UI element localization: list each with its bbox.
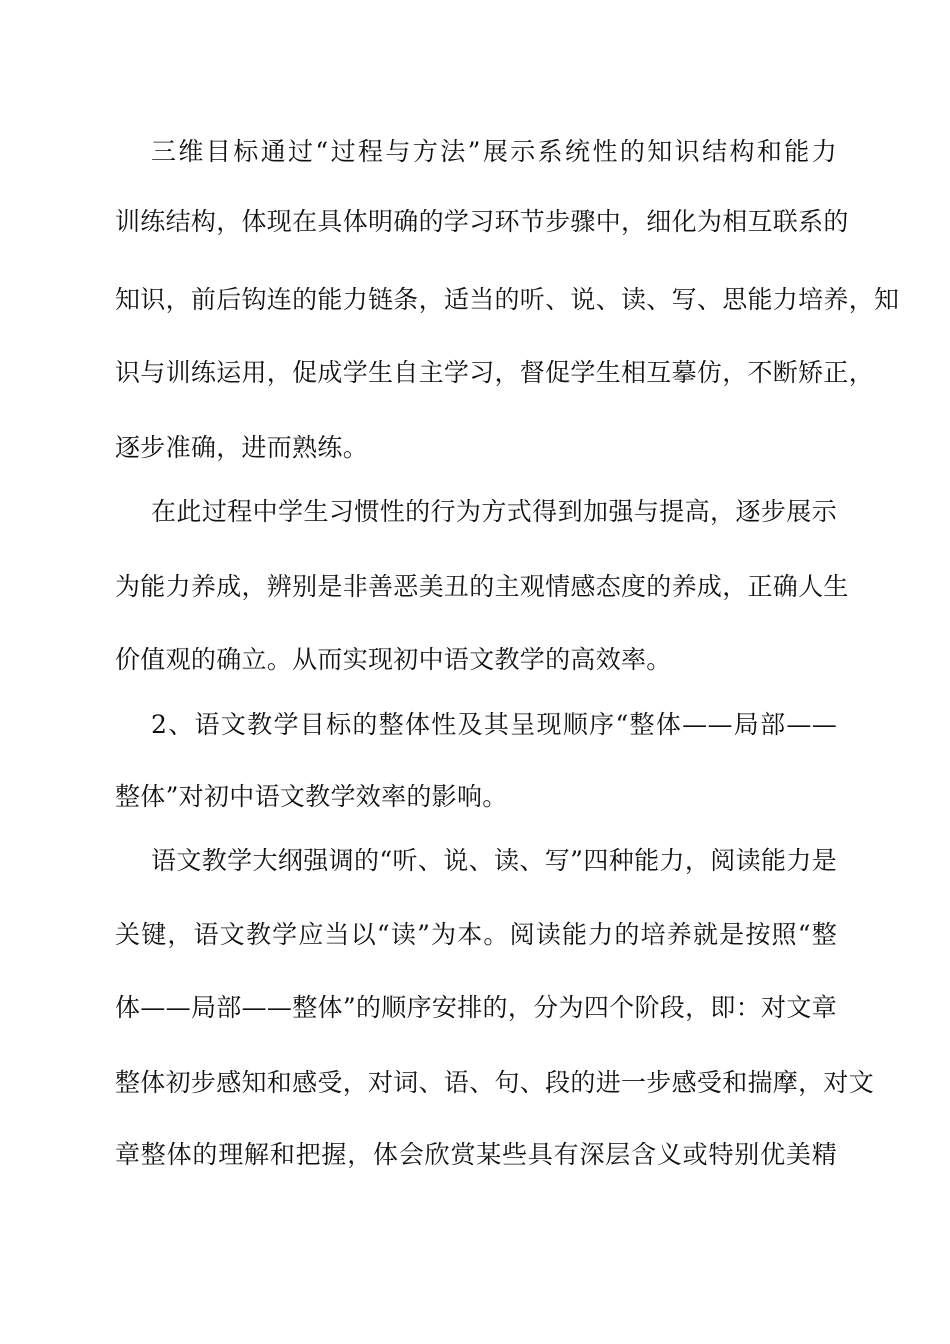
- paragraph-line: 逐步准确，进而熟练。: [115, 433, 369, 462]
- paragraph-line: 2、语文教学目标的整体性及其呈现顺序“整体——局部——: [151, 710, 837, 739]
- paragraph-line: 知识，前后钩连的能力链条，适当的听、说、读、写、思能力培养，知: [115, 285, 900, 314]
- paragraph-line: 语文教学大纲强调的“听、说、读、写”四种能力，阅读能力是: [151, 846, 837, 875]
- paragraph-line: 整体”对初中语文教学效率的影响。: [115, 782, 508, 811]
- paragraph-line: 价值观的确立。从而实现初中语文教学的高效率。: [115, 645, 672, 674]
- paragraph-line: 识与训练运用，促成学生自主学习，督促学生相互摹仿，不断矫正，: [115, 358, 875, 387]
- paragraph-line: 训练结构，体现在具体明确的学习环节步骤中，细化为相互联系的: [115, 207, 849, 236]
- paragraph-line: 整体初步感知和感受，对词、语、句、段的进一步感受和揣摩，对文: [115, 1068, 875, 1097]
- paragraph-line: 体——局部——整体”的顺序安排的，分为四个阶段，即：对文章: [115, 993, 837, 1022]
- paragraph-line: 章整体的理解和把握，体会欣赏某些具有深层含义或特别优美精: [115, 1140, 837, 1169]
- paragraph-line: 三维目标通过“过程与方法”展示系统性的知识结构和能力: [151, 137, 837, 166]
- paragraph-line: 为能力养成，辨别是非善恶美丑的主观情感态度的养成，正确人生: [115, 572, 849, 601]
- paragraph-line: 关键，语文教学应当以“读”为本。阅读能力的培养就是按照“整: [115, 920, 837, 949]
- paragraph-line: 在此过程中学生习惯性的行为方式得到加强与提高，逐步展示: [151, 497, 837, 526]
